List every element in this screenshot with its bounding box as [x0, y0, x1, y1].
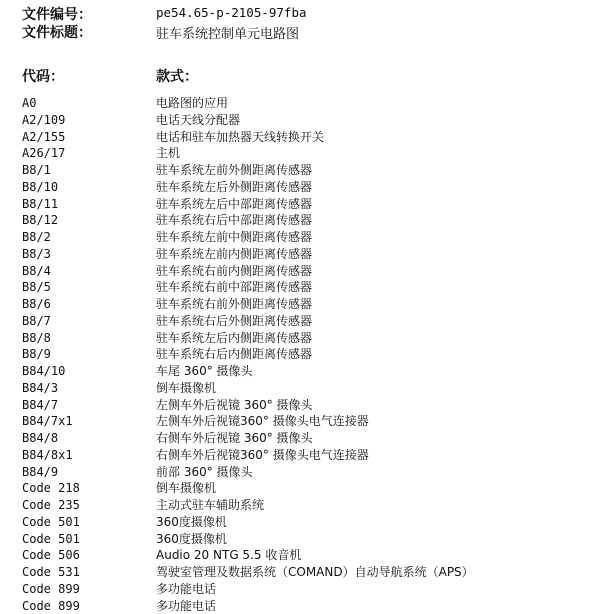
- component-code: B8/8: [22, 330, 51, 347]
- table-row: [0, 480, 602, 497]
- component-code: B84/9: [22, 464, 58, 481]
- table-row: [0, 330, 602, 347]
- component-code: Code 235: [22, 497, 80, 514]
- code-column-header: 代码：: [22, 66, 64, 86]
- table-row: [0, 313, 602, 330]
- component-description: 多功能电话: [156, 581, 216, 598]
- component-description: 驻车系统右后外侧距离传感器: [156, 313, 312, 330]
- component-code: B8/1: [22, 162, 51, 179]
- component-description: 驻车系统右后中部距离传感器: [156, 212, 312, 229]
- component-code: B84/8: [22, 430, 58, 447]
- table-row: [0, 112, 602, 129]
- table-row: [0, 263, 602, 280]
- table-row: [0, 229, 602, 246]
- component-description: 多功能电话: [156, 598, 216, 614]
- table-row: [0, 497, 602, 514]
- table-row: [0, 397, 602, 414]
- table-row: [0, 581, 602, 598]
- component-description: 驻车系统左前中侧距离传感器: [156, 229, 312, 246]
- table-row: [0, 246, 602, 263]
- component-description: 驾驶室管理及数据系统（COMAND）自动导航系统（APS）: [156, 564, 474, 581]
- table-row: [0, 564, 602, 581]
- component-code: B84/8x1: [22, 447, 73, 464]
- table-row: [0, 95, 602, 112]
- component-description: 倒车摄像机: [156, 480, 216, 497]
- table-row: [0, 531, 602, 548]
- component-code: B8/6: [22, 296, 51, 313]
- component-code: B8/2: [22, 229, 51, 246]
- component-code: Code 501: [22, 531, 80, 548]
- table-row: [0, 145, 602, 162]
- component-description: 驻车系统左后外侧距离传感器: [156, 179, 312, 196]
- table-row: [0, 413, 602, 430]
- table-row: [0, 447, 602, 464]
- component-code: B8/3: [22, 246, 51, 263]
- component-code: A2/155: [22, 129, 65, 146]
- component-code: Code 506: [22, 547, 80, 564]
- component-description: 前部 360° 摄像头: [156, 464, 253, 481]
- component-code: B8/9: [22, 346, 51, 363]
- component-description: 电话和驻车加热器天线转换开关: [156, 129, 324, 146]
- component-description: 驻车系统右前外侧距离传感器: [156, 296, 312, 313]
- component-description: 主机: [156, 145, 180, 162]
- component-description: 驻车系统左前外侧距离传感器: [156, 162, 312, 179]
- component-code: B84/7: [22, 397, 58, 414]
- component-code: B8/11: [22, 196, 58, 213]
- table-row: [0, 514, 602, 531]
- table-row: [0, 296, 602, 313]
- component-code: Code 501: [22, 514, 80, 531]
- table-row: [0, 162, 602, 179]
- doc-number-label: 文件编号：: [22, 4, 92, 24]
- component-description: 主动式驻车辅助系统: [156, 497, 264, 514]
- table-row: [0, 129, 602, 146]
- component-description: 驻车系统左后内侧距离传感器: [156, 330, 312, 347]
- component-description: 右侧车外后视镜 360° 摄像头: [156, 430, 313, 447]
- table-row: [0, 363, 602, 380]
- component-code: Code 531: [22, 564, 80, 581]
- component-code: A2/109: [22, 112, 65, 129]
- component-code: B8/5: [22, 279, 51, 296]
- component-description: Audio 20 NTG 5.5 收音机: [156, 547, 301, 564]
- component-list: [0, 95, 602, 614]
- component-description: 右侧车外后视镜360° 摄像头电气连接器: [156, 447, 369, 464]
- doc-title-label: 文件标题：: [22, 22, 92, 42]
- table-row: [0, 212, 602, 229]
- component-code: B84/10: [22, 363, 65, 380]
- component-description: 驻车系统右前中部距离传感器: [156, 279, 312, 296]
- component-description: 电路图的应用: [156, 95, 228, 112]
- table-row: [0, 464, 602, 481]
- component-description: 360度摄像机: [156, 514, 227, 531]
- component-code: A0: [22, 95, 36, 112]
- component-code: B84/3: [22, 380, 58, 397]
- component-description: 电话天线分配器: [156, 112, 240, 129]
- component-code: B8/10: [22, 179, 58, 196]
- component-description: 驻车系统左后中部距离传感器: [156, 196, 312, 213]
- component-description: 左侧车外后视镜 360° 摄像头: [156, 397, 313, 414]
- component-code: A26/17: [22, 145, 65, 162]
- component-description: 驻车系统右前内侧距离传感器: [156, 263, 312, 280]
- component-code: Code 899: [22, 581, 80, 598]
- table-row: [0, 279, 602, 296]
- doc-title-value: 驻车系统控制单元电路图: [156, 23, 299, 42]
- table-row: [0, 179, 602, 196]
- component-code: B84/7x1: [22, 413, 73, 430]
- component-code: B8/12: [22, 212, 58, 229]
- component-code: B8/7: [22, 313, 51, 330]
- component-code: Code 899: [22, 598, 80, 614]
- table-row: [0, 547, 602, 564]
- doc-number-value: pe54.65-p-2105-97fba: [156, 5, 307, 20]
- model-column-header: 款式：: [156, 66, 198, 86]
- component-code: B8/4: [22, 263, 51, 280]
- component-code: Code 218: [22, 480, 80, 497]
- component-description: 驻车系统右后内侧距离传感器: [156, 346, 312, 363]
- component-description: 车尾 360° 摄像头: [156, 363, 253, 380]
- component-description: 360度摄像机: [156, 531, 227, 548]
- component-description: 左侧车外后视镜360° 摄像头电气连接器: [156, 413, 369, 430]
- table-row: [0, 380, 602, 397]
- table-row: [0, 346, 602, 363]
- table-row: [0, 196, 602, 213]
- table-row: [0, 430, 602, 447]
- component-description: 倒车摄像机: [156, 380, 216, 397]
- component-description: 驻车系统左前内侧距离传感器: [156, 246, 312, 263]
